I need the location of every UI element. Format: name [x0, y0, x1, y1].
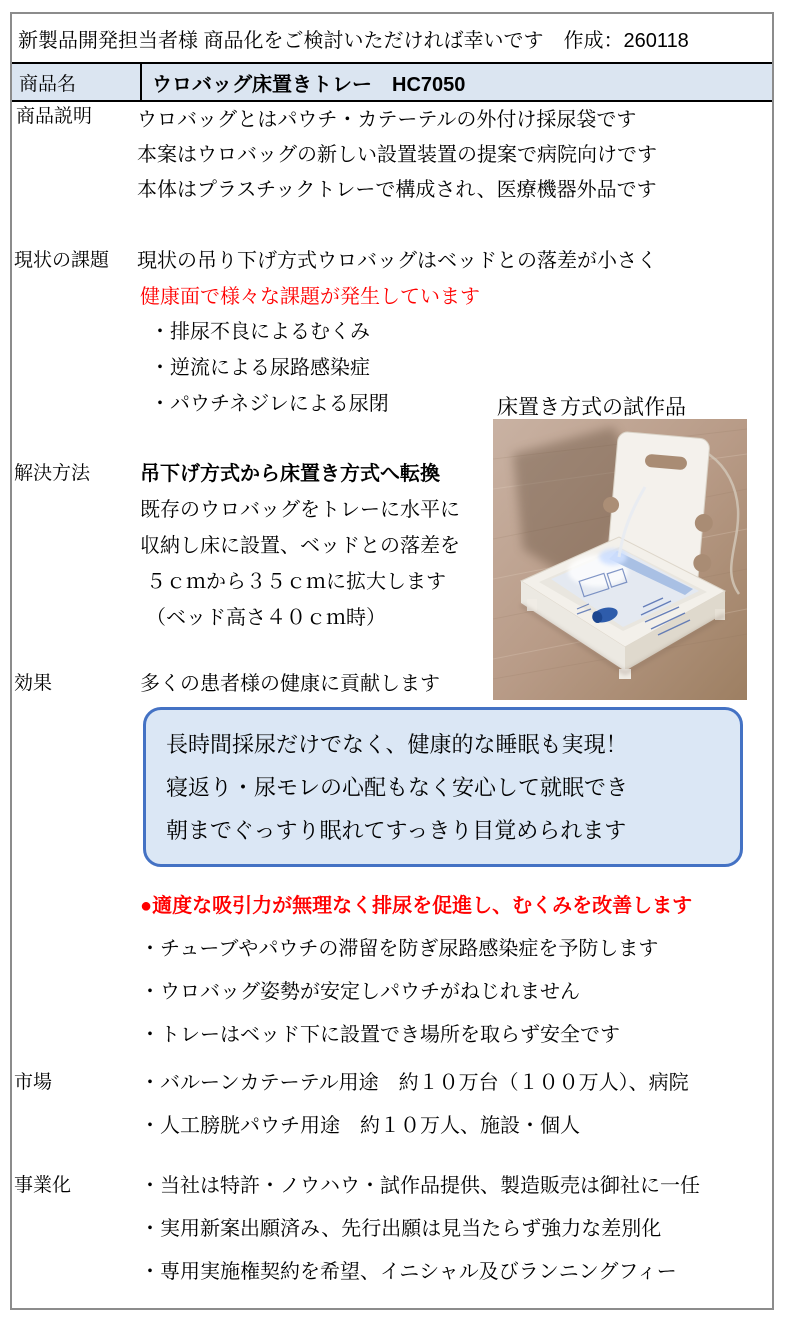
document-header-text: 新製品開発担当者様 商品化をご検討いただければ幸いです 作成：260118 — [18, 29, 689, 52]
issues-bullet: ・排尿不良によるむくみ — [150, 321, 370, 343]
solution-line: 収納し床に設置、ベッドとの落差を — [140, 535, 460, 557]
issues-intro: 現状の吊り下げ方式ウロバッグはベッドとの落差が小さく — [137, 250, 657, 272]
business-bullet: ・専用実施権契約を希望、イニシャル及びランニングフィー — [140, 1261, 677, 1283]
business-bullet: ・当社は特許・ノウハウ・試作品提供、製造販売は御社に一任 — [140, 1175, 700, 1197]
callout-line: 長時間採尿だけでなく、健康的な睡眠も実現！ — [166, 732, 628, 757]
section-label-market: 市場 — [14, 1072, 53, 1093]
solution-headline: 吊下げ方式から床置き方式へ転換 — [140, 463, 440, 485]
effect-lead: 多くの患者様の健康に貢献します — [140, 673, 440, 695]
description-line: ウロバッグとはパウチ・カテーテルの外付け採尿袋です — [137, 109, 637, 131]
description-line: 本体はプラスチックトレーで構成され、医療機器外品です — [137, 179, 657, 201]
prototype-photo — [493, 419, 747, 700]
product-name-value: ウロバッグ床置きトレー HC7050 — [152, 73, 466, 96]
description-line: 本案はウロバッグの新しい設置装置の提案で病院向けです — [137, 144, 657, 166]
proposal-table — [10, 12, 774, 1310]
callout-line: 朝までぐっすり眠れてすっきり目覚められます — [166, 818, 627, 843]
market-bullet: ・人工膀胱パウチ用途 約１０万人、施設・個人 — [140, 1115, 580, 1137]
market-bullet: ・バルーンカテーテル用途 約１０万台（１００万人）、病院 — [140, 1072, 689, 1094]
callout-line: 寝返り・尿モレの心配もなく安心して就眠でき — [166, 775, 629, 800]
effect-bullet: ・チューブやパウチの滞留を防ぎ尿路感染症を予防します — [140, 938, 659, 960]
section-label-business: 事業化 — [14, 1175, 72, 1196]
photo-caption: 床置き方式の試作品 — [497, 396, 686, 419]
issues-highlight: 健康面で様々な課題が発生しています — [140, 286, 480, 308]
product-name-row — [12, 62, 772, 102]
effect-bullet: ・ウロバッグ姿勢が安定しパウチがねじれません — [140, 981, 580, 1003]
issues-bullet: ・パウチネジレによる尿閉 — [150, 393, 389, 415]
effect-bullet: ・トレーはベッド下に設置でき場所を取らず安全です — [140, 1024, 620, 1046]
solution-line: （ベッド高さ４０ｃｍ時） — [146, 607, 386, 629]
section-label-issues: 現状の課題 — [14, 250, 110, 271]
solution-line: 既存のウロバッグをトレーに水平に — [140, 499, 460, 521]
document-header-row — [12, 14, 772, 62]
product-name-label: 商品名 — [12, 64, 142, 100]
section-label-effect: 効果 — [14, 673, 53, 694]
business-bullet: ・実用新案出願済み、先行出願は見当たらず強力な差別化 — [140, 1218, 662, 1240]
issues-bullet: ・逆流による尿路感染症 — [150, 357, 370, 379]
section-label-solution: 解決方法 — [14, 463, 91, 484]
solution-line: ５ｃｍから３５ｃｍに拡大します — [146, 571, 446, 593]
section-label-description: 商品説明 — [16, 106, 93, 127]
effect-key-point: ●適度な吸引力が無理なく排尿を促進し、むくみを改善します — [140, 895, 693, 917]
benefit-callout-box — [143, 707, 743, 867]
